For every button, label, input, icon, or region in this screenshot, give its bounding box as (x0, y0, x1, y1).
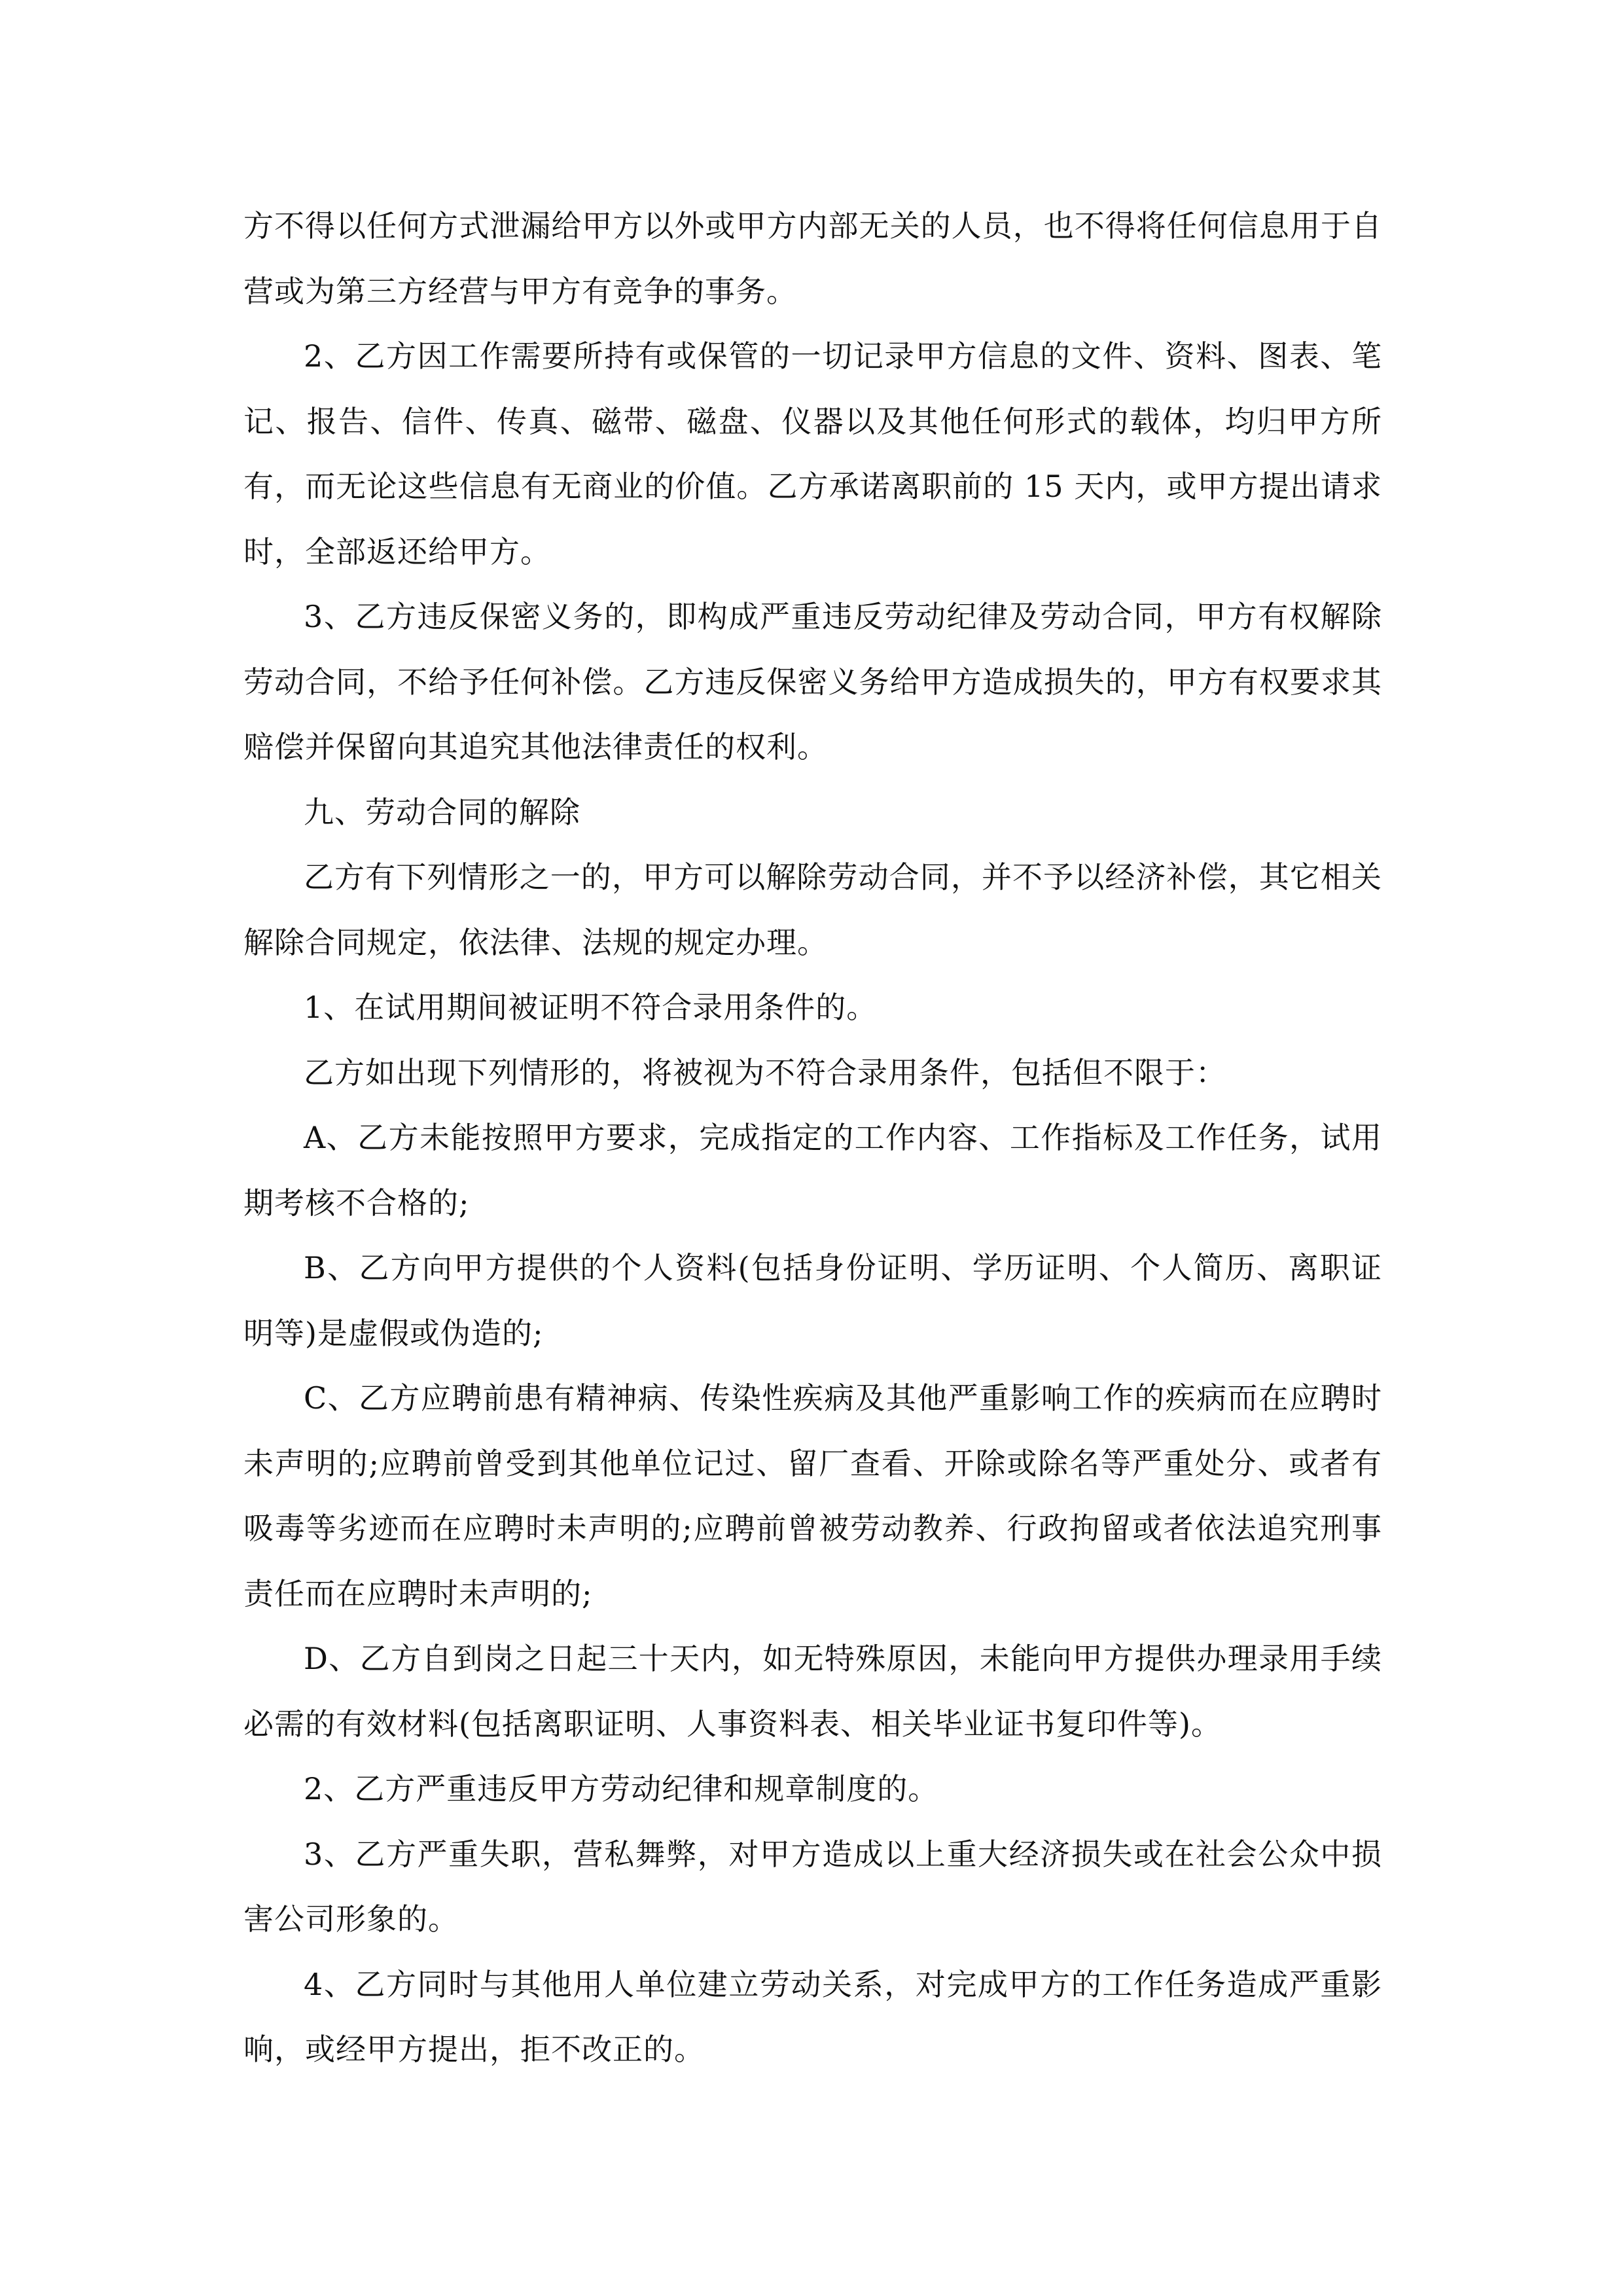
section-heading-termination: 九、劳动合同的解除 (304, 794, 580, 830)
paragraph-1: 方不得以任何方式泄漏给甲方以外或甲方内部无关的人员，也不得将任何信息用于自营或为第三方经营与甲方有竞争的事务。 (243, 208, 1382, 309)
paragraph-2: 2、乙方因工作需要所持有或保管的一切记录甲方信息的文件、资料、图表、笔记、报告、信件、传真、磁带、磁盘、仪器以及其他任何形式的载体，均归甲方所有，而无论这些信息有无商业的价值。乙方承诺离职前的 15 天内，或甲方提出请求时，全部返还给甲方。 (243, 338, 1382, 569)
paragraph-12: 2、乙方严重违反甲方劳动纪律和规章制度的。 (304, 1771, 939, 1806)
paragraph-13: 3、乙方严重失职，营私舞弊，对甲方造成以上重大经济损失或在社会公众中损害公司形象的。 (243, 1836, 1382, 1937)
paragraph-8: A、乙方未能按照甲方要求，完成指定的工作内容、工作指标及工作任务，试用期考核不合格的; (243, 1120, 1382, 1221)
document-body (243, 194, 1382, 2083)
paragraph-14: 4、乙方同时与其他用人单位建立劳动关系，对完成甲方的工作任务造成严重影响，或经甲方提出，拒不改正的。 (243, 1966, 1382, 2067)
paragraph-10: C、乙方应聘前患有精神病、传染性疾病及其他严重影响工作的疾病而在应聘时未声明的;应聘前曾受到其他单位记过、留厂查看、开除或除名等严重处分、或者有吸毒等劣迹而在应聘时未声明的;应聘前曾被劳动教养、行政拘留或者依法追究刑事责任而在应聘时未声明的; (243, 1380, 1382, 1611)
paragraph-3: 3、乙方违反保密义务的，即构成严重违反劳动纪律及劳动合同，甲方有权解除劳动合同，不给予任何补偿。乙方违反保密义务给甲方造成损失的，甲方有权要求其赔偿并保留向其追究其他法律责任的权利。 (243, 599, 1382, 764)
paragraph-5: 乙方有下列情形之一的，甲方可以解除劳动合同，并不予以经济补偿，其它相关解除合同规定，依法律、法规的规定办理。 (243, 859, 1382, 960)
paragraph-6: 1、在试用期间被证明不符合录用条件的。 (304, 990, 878, 1025)
paragraph-7: 乙方如出现下列情形的，将被视为不符合录用条件，包括但不限于： (304, 1054, 1226, 1090)
paragraph-9: B、乙方向甲方提供的个人资料(包括身份证明、学历证明、个人简历、离职证明等)是虚假或伪造的; (243, 1250, 1382, 1351)
paragraph-11: D、乙方自到岗之日起三十天内，如无特殊原因，未能向甲方提供办理录用手续必需的有效材料(包括离职证明、人事资料表、相关毕业证书复印件等)。 (243, 1641, 1382, 1742)
